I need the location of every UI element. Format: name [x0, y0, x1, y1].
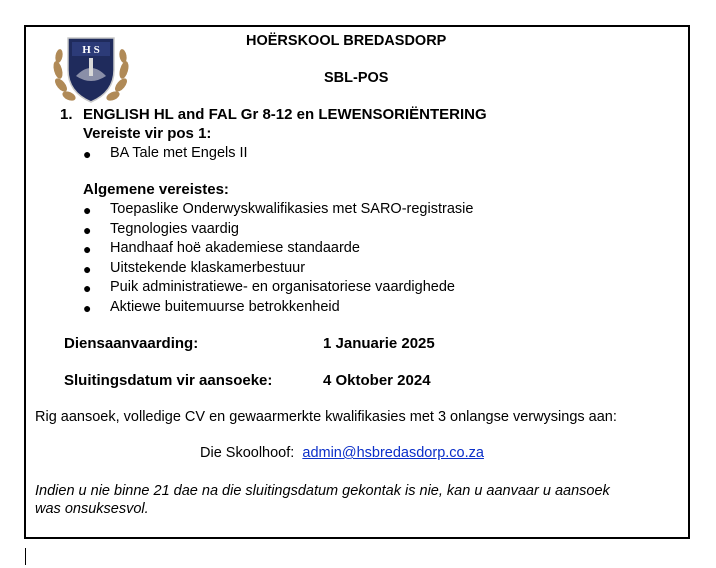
recipient-line	[200, 445, 484, 461]
svg-text:H S: H S	[82, 44, 100, 56]
email-link[interactable]: admin@hsbredasdorp.co.za	[302, 445, 484, 461]
requirement-item: BA Tale met Engels II	[110, 145, 248, 161]
disclaimer-line-1: Indien u nie binne 21 dae na die sluitingsdatum gekontak is nie, kan u aanvaar u aansoek	[35, 483, 610, 499]
disclaimer-line-2: was onsuksesvol.	[35, 501, 149, 517]
recipient-label: Die Skoolhoof:	[200, 445, 295, 461]
general-item: Uitstekende klaskamerbestuur	[110, 260, 306, 276]
position-number: 1.	[60, 106, 73, 123]
general-heading: Algemene vereistes:	[83, 181, 229, 198]
bullet-icon: ●	[83, 241, 92, 257]
general-item: Toepaslike Onderwyskwalifikasies met SARO-registrasie	[110, 201, 474, 217]
requirements-heading: Vereiste vir pos 1:	[83, 125, 212, 142]
position-title: ENGLISH HL and FAL Gr 8-12 en LEWENSORIËNTERING	[83, 106, 487, 123]
bullet-icon: ●	[83, 261, 92, 277]
start-date-label: Diensaanvaarding:	[64, 335, 199, 352]
general-item: Puik administratiewe- en organisatoriese vaardighede	[110, 279, 455, 295]
school-crest-logo	[50, 30, 132, 105]
bullet-icon: ●	[83, 202, 92, 218]
general-item: Tegnologies vaardig	[110, 221, 239, 237]
bullet-icon: ●	[83, 300, 92, 316]
general-item: Handhaaf hoë akademiese standaarde	[110, 240, 360, 256]
closing-date-label: Sluitingsdatum vir aansoeke:	[64, 372, 273, 389]
text-cursor	[25, 548, 26, 565]
bullet-icon: ●	[83, 280, 92, 296]
start-date-value: 1 Januarie 2025	[323, 335, 435, 352]
general-item: Aktiewe buitemuurse betrokkenheid	[110, 299, 340, 315]
application-instruction: Rig aansoek, volledige CV en gewaarmerkte kwalifikasies met 3 onlangse verwysings aan:	[35, 409, 617, 425]
bullet-icon: ●	[83, 222, 92, 238]
closing-date-value: 4 Oktober 2024	[323, 372, 431, 389]
school-name: HOËRSKOOL BREDASDORP	[246, 33, 447, 49]
post-title: SBL-POS	[324, 70, 389, 86]
bullet-icon: ●	[83, 146, 92, 162]
